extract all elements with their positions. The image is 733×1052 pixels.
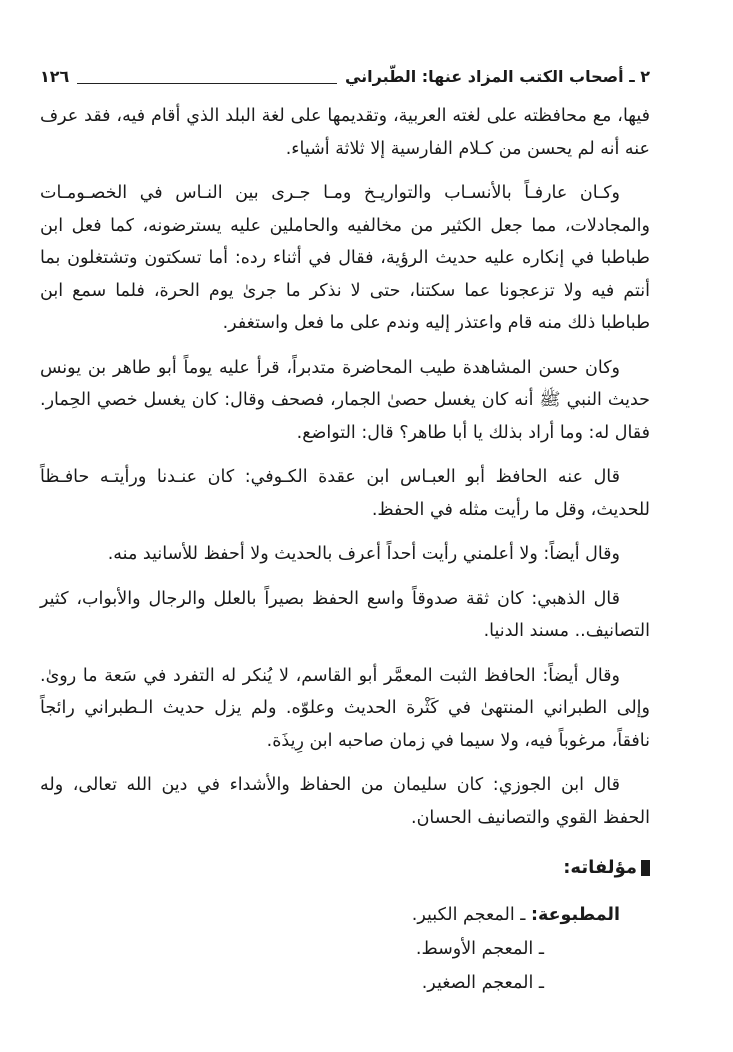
header-title: ٢ ـ أصحاب الكتب المزاد عنها: الطّبراني (344, 67, 650, 86)
paragraph: قال عنه الحافظ أبو العبـاس ابن عقدة الكـوفي: كان عنـدنا ورأيتـه حافـظاً للحديث، وقل ما رأيت مثله في الحفظ. (40, 467, 650, 520)
paragraph: قال الذهبي: كان ثقة صدوقاً واسع الحفظ بصيراً بالعلل والرجال والأبواب، كثير التصانيف.. مسند الدنيا. (40, 588, 650, 641)
page-number: ١٢٦ (40, 67, 70, 86)
running-header (40, 60, 650, 90)
paragraph: قال ابن الجوزي: كان سليمان من الحفاظ والأشداء في دين الله تعالى، وله الحفظ القوي والتصانيف الحسان. (40, 775, 650, 828)
work-title: ـ المعجم الكبير. (411, 905, 526, 925)
paragraph: وقال أيضاً: ولا أعلمني رأيت أحداً أعرف بالحديث ولا أحفظ للأسانيد منه. (107, 544, 620, 564)
page-body (40, 100, 650, 1000)
works-list (40, 898, 650, 1000)
work-item (40, 966, 620, 1000)
section-heading (40, 852, 650, 884)
paragraph: وقال أيضاً: الحافظ الثبت المعمَّر أبو القاسم، لا يُنكر له التفرد في سَعة ما روىٰ. وإلى الطبراني المنتهىٰ في كَثْرة الحديث وعلوّه. ولم يزل حديث الـطبراني رائجاً نافقاً، مرغوباً فيه، ولا سيما في زمان صاحبه ابن رِيذَة. (40, 665, 650, 751)
header-rule (77, 83, 337, 84)
work-title: ـ المعجم الصغير. (421, 973, 544, 993)
square-bullet-icon (641, 860, 650, 876)
works-label: المطبوعة: (530, 905, 620, 925)
paragraph: وكـان عارفـاً بالأنسـاب والتواريـخ ومـا جـرى بين النـاس في الخصـومـات والمجادلات، مما جعل الكثير من مخالفيه والحاملين عليه يسترضونه، كما فعل ابن طباطبا في إنكاره عليه حديث الرؤية، فقال في أثناء رده: أما تسكتون وتشتغلون بما أنتم فيه ولا تزعجونا عما سكتنا، حتى لا نذكر ما جرىٰ يوم الحرة، فلما سمع ابن طباطبا ذلك منه قام واعتذر إليه وندم على ما فعل واستغفر. (40, 183, 650, 333)
work-item (40, 932, 620, 966)
work-title: ـ المعجم الأوسط. (415, 939, 544, 959)
paragraph: فيها، مع محافظته على لغته العربية، وتقديمها على لغة البلد الذي أقام فيه، فقد عرف عنه أنه لم يحسن من كـلام الفارسية إلا ثلاثة أشياء. (40, 106, 650, 159)
work-item (40, 898, 620, 932)
section-heading-text: مؤلفاته: (563, 857, 637, 878)
book-page (40, 60, 650, 1000)
paragraph: وكان حسن المشاهدة طيب المحاضرة متدبراً، قرأ عليه يوماً أبو طاهر بن يونس حديث النبي ﷺ أنه كان يغسل حصىٰ الجمار، فصحف وقال: كان يغسل خصي الحِمار. فقال له: وما أراد بذلك يا أبا طاهر؟ قال: التواضع. (40, 357, 650, 443)
